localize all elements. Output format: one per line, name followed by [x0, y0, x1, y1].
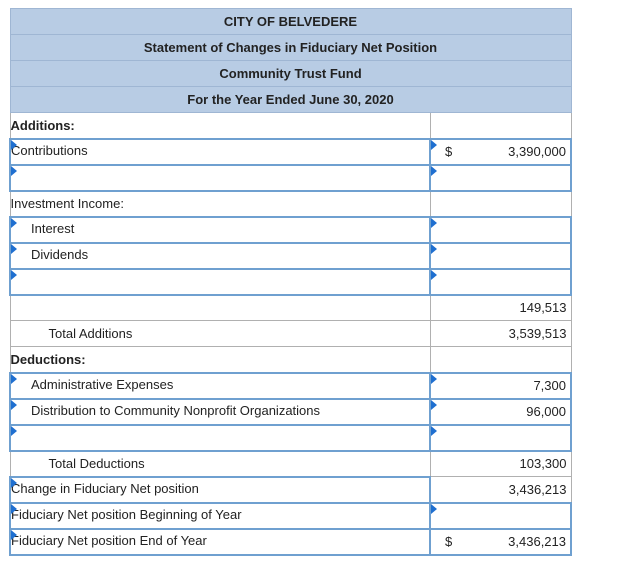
investment-subtotal-value: 149,513	[430, 295, 571, 321]
contributions-label-input[interactable]	[10, 139, 430, 165]
contributions-value: 3,390,000	[508, 143, 566, 159]
distribution-value-input[interactable]	[430, 399, 571, 425]
header-line-1: CITY OF BELVEDERE	[10, 9, 571, 35]
total-deductions-value: 103,300	[430, 451, 571, 477]
dividends-label-input[interactable]	[10, 243, 430, 269]
investment-income-label: Investment Income:	[10, 191, 430, 217]
interest-label: Interest	[31, 220, 75, 236]
ending-value-cell	[430, 529, 571, 555]
admin-expenses-label-input[interactable]	[10, 373, 430, 399]
blank-value-input-3[interactable]	[430, 425, 571, 451]
change-label: Change in Fiduciary Net position	[11, 480, 199, 496]
admin-expenses-label: Administrative Expenses	[31, 376, 174, 392]
blank-value-input-1[interactable]	[430, 165, 571, 191]
beginning-label: Fiduciary Net position Beginning of Year	[11, 506, 242, 522]
dividends-value-input[interactable]	[430, 243, 571, 269]
investment-income-empty-cell	[430, 191, 571, 217]
total-additions-label: Total Additions	[10, 321, 430, 347]
fiduciary-statement-table	[9, 8, 572, 556]
interest-label-input[interactable]	[10, 217, 430, 243]
interest-value-input[interactable]	[430, 217, 571, 243]
admin-expenses-value-input[interactable]	[430, 373, 571, 399]
distribution-label-input[interactable]	[10, 399, 430, 425]
ending-value: 3,436,213	[508, 533, 566, 549]
ending-label-input[interactable]	[10, 529, 430, 555]
change-value: 3,436,213	[430, 477, 571, 503]
beginning-label-input[interactable]	[10, 503, 430, 529]
currency-symbol: $	[445, 143, 453, 159]
dividends-label: Dividends	[31, 246, 89, 262]
contributions-value-input[interactable]	[430, 139, 571, 165]
header-line-4: For the Year Ended June 30, 2020	[10, 87, 571, 113]
blank-label-input-1[interactable]	[10, 165, 430, 191]
additions-heading: Additions:	[10, 113, 430, 139]
distribution-label: Distribution to Community Nonprofit Organizations	[31, 402, 321, 418]
contributions-label: Contributions	[11, 142, 88, 158]
distribution-value: 96,000	[526, 404, 566, 419]
total-deductions-label: Total Deductions	[10, 451, 430, 477]
deductions-heading: Deductions:	[10, 347, 430, 373]
header-line-2: Statement of Changes in Fiduciary Net Position	[10, 35, 571, 61]
beginning-value-input[interactable]	[430, 503, 571, 529]
deductions-empty-cell	[430, 347, 571, 373]
blank-label-input-2[interactable]	[10, 269, 430, 295]
blank-label-input-3[interactable]	[10, 425, 430, 451]
ending-label: Fiduciary Net position End of Year	[11, 532, 207, 548]
additions-empty-cell	[430, 113, 571, 139]
header-line-3: Community Trust Fund	[10, 61, 571, 87]
blank-value-input-2[interactable]	[430, 269, 571, 295]
subtotal-empty-label	[10, 295, 430, 321]
admin-expenses-value: 7,300	[533, 378, 566, 393]
currency-symbol: $	[445, 533, 453, 549]
total-additions-value: 3,539,513	[430, 321, 571, 347]
change-label-input[interactable]	[10, 477, 430, 503]
